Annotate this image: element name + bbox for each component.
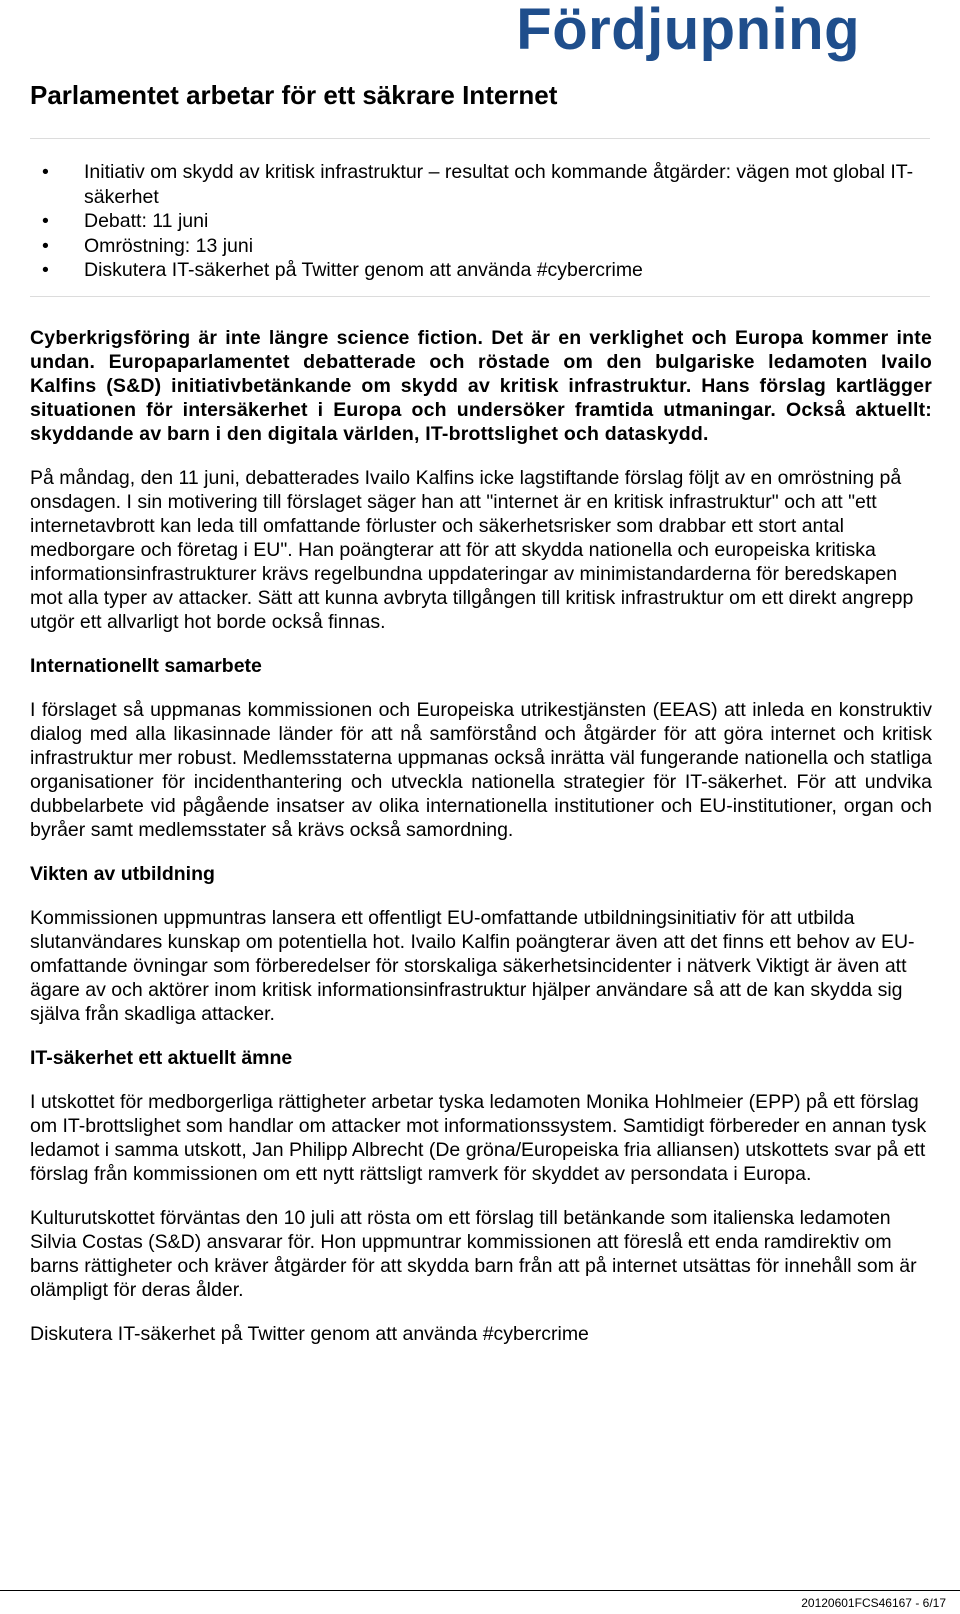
section-kicker: Fördjupning [516,0,860,62]
section-heading-it-security: IT-säkerhet ett aktuellt ämne [30,1047,293,1069]
closing-paragraph: Diskutera IT-säkerhet på Twitter genom att använda #cybercrime [30,1323,589,1345]
paragraph-it-security-1: I utskottet för medborgerliga rättigheter arbetar tyska ledamoten Monika Hohlmeier (EPP) på ett förslag om IT-brottslighet som handlar om attacker mot informationssystem. Samtidigt förbereder en annan tysk ledamot i samma utskott, Jan Philipp Albrecht (De gröna/Europeiska fria alliansen) utskottets svar på ett förslag från kommissionen om ett nytt rättsligt ramverk för skyddet av persondata i Europa. [30,1091,927,1185]
list-item: • Debatt: 11 juni [30,209,930,234]
paragraph-international: I förslaget så uppmanas kommissionen och Europeiska utrikestjänsten (EEAS) att inleda en konstruktiv dialog med alla likasinnade länder för att nå samförstånd och åtgärder för att göra internet och kritisk infrastruktur mer robust. Medlemsstaterna uppmanas också inrätta väl fungerande nationella och statliga organisationer för incidenthantering och utveckla nationella strategier för IT-säkerhet. För att undvika dubbelarbete vid pågående insatser av olika internationella institutioner och EU-institutioner, organ och byråer samt medlemsstater så krävs också samordning. [30,699,932,841]
divider-bottom [30,296,930,297]
section-heading-international: Internationellt samarbete [30,655,262,677]
lead-paragraph: Cyberkrigsföring är inte längre science fiction. Det är en verklighet och Europa kommer inte undan. Europaparlamentet debatterade och röstade om den bulgariske ledamoten Ivailo Kalfins (S&D) initiativbetänkande om skydd av kritisk infrastruktur. Hans förslag kartlägger situationen för intersäkerhet i Europa och undersöker framtida utmaningar. Också aktuellt: skyddande av barn i den digitala världen, IT-brottslighet och dataskydd. [30,327,932,445]
divider-top [30,138,930,139]
footer-divider [0,1590,960,1591]
list-item: • Omröstning: 13 juni [30,234,930,259]
list-item: • Diskutera IT-säkerhet på Twitter genom att använda #cybercrime [30,258,930,283]
list-item: • Initiativ om skydd av kritisk infrastruktur – resultat och kommande åtgärder: vägen mot global IT-säkerhet [30,160,930,209]
section-heading-education: Vikten av utbildning [30,863,215,885]
intro-paragraph: På måndag, den 11 juni, debatterades Ivailo Kalfins icke lagstiftande förslag följt av en omröstning på onsdagen. I sin motivering till förslaget säger han att "internet är en kritisk infrastruktur" och att "ett internetavbrott kan leda till omfattande förluster och säkerhetsrisker som drabbar ett stort antal medborgare och företag i EU". Han poängterar att för att skydda nationella och europeiska kritiska informationsinfrastrukturer krävs regelbundna uppdateringar av minimistandarderna för beredskapen mot alla typer av attacker. Sätt att kunna avbryta tillgången till kritisk infrastruktur om ett direkt angrepp utgör ett allvarligt hot borde också finnas. [30,467,914,633]
summary-list [30,160,930,283]
page-title: Parlamentet arbetar för ett säkrare Internet [30,80,558,110]
document-code: 20120601FCS46167 - 6/17 [801,1596,946,1610]
paragraph-education: Kommissionen uppmuntras lansera ett offentligt EU-omfattande utbildningsinitiativ för att utbilda slutanvändares kunskap om potentiella hot. Ivailo Kalfin poängterar även att det finns ett behov av EU-omfattande övningar som förberedelser för storskaliga säkerhetsincidenter i nätverk Viktigt är även att ägare av och aktörer inom kritisk informationsinfrastruktur hjälper användare så att de kan skydda sig själva från skadliga attacker. [30,907,915,1025]
paragraph-it-security-2: Kulturutskottet förväntas den 10 juli att rösta om ett förslag till betänkande som italienska ledamoten Silvia Costas (S&D) ansvarar för. Hon uppmuntrar kommissionen att föreslå ett enda ramdirektiv om barns rättigheter och kräver åtgärder för att skydda barn från att på internet utsättas för innehåll som är olämpligt för deras ålder. [30,1207,917,1301]
article-body [30,326,932,1366]
